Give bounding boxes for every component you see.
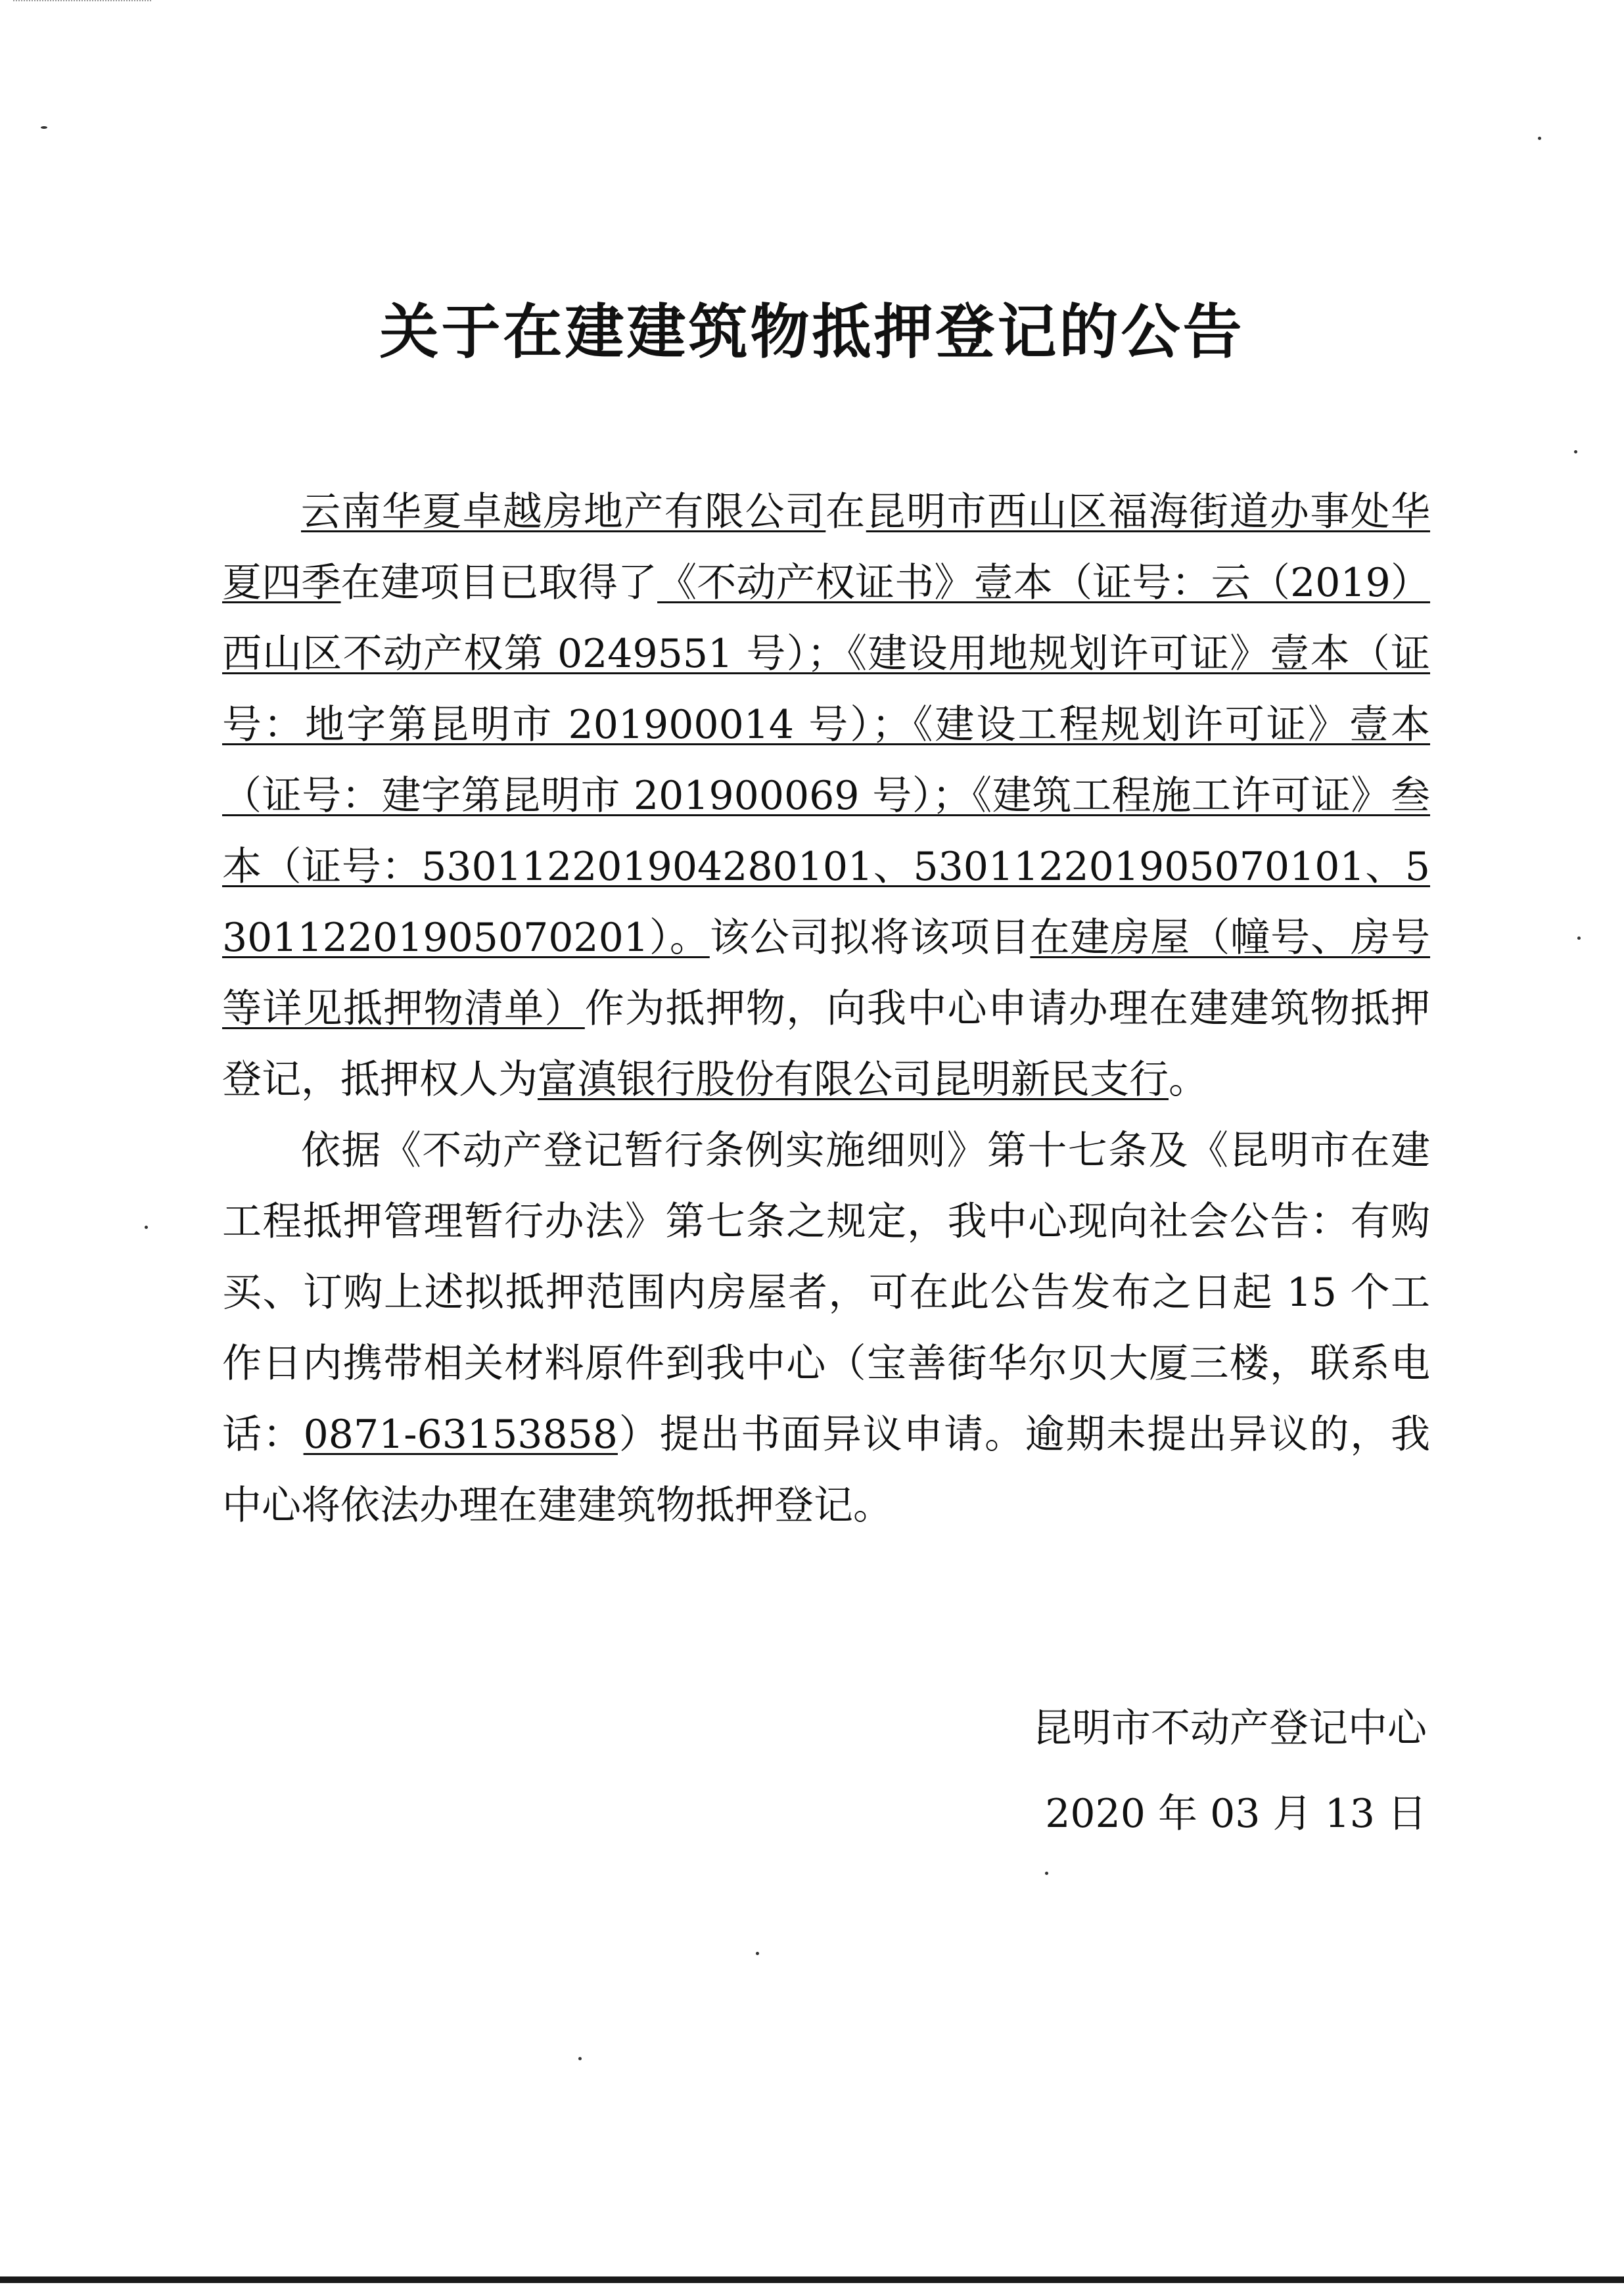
paragraph-1-text-d: 作为抵押物，向我中心申请办理在建建筑物抵押登记，抵押权人为 xyxy=(222,986,1431,1103)
paragraph-1-text-b: 在建项目已取得了 xyxy=(340,560,658,606)
project-location: 昆明市西山区福海街道办事处华夏四季 xyxy=(222,489,1431,606)
scan-speck xyxy=(1574,450,1577,453)
scan-speck xyxy=(1045,1872,1048,1875)
notice-body xyxy=(222,476,1430,1541)
scan-speck xyxy=(1538,137,1541,140)
collateral-description: 在建房屋（幢号、房号等详见抵押物清单） xyxy=(222,915,1431,1032)
paragraph-1-text-e: 。 xyxy=(1169,1057,1208,1103)
scan-speck xyxy=(145,1226,148,1229)
scan-speck xyxy=(1577,936,1581,940)
paragraph-1 xyxy=(222,476,1430,1115)
notice-title: 关于在建建筑物抵押登记的公告 xyxy=(379,297,1245,367)
applicant-company: 云南华夏卓越房地产有限公司 xyxy=(301,489,826,535)
scan-speck xyxy=(578,2057,582,2060)
signature-block xyxy=(1032,1686,1427,1857)
mortgagee-bank: 富滇银行股份有限公司昆明新民支行 xyxy=(538,1057,1169,1103)
paragraph-2-text-a: 依据《不动产登记暂行条例实施细则》第十七条及《昆明市在建工程抵押管理暂行办法》第七条之规定，我中心现向社会公告：有购买、订购上述拟抵押范围内房屋者，可在此公告发布之日起 15 个工作日内携带相关材料原件到我中心（宝善街华尔贝大厦三楼，联系电话： xyxy=(222,1128,1430,1458)
paragraph-2-text-b: ）提出书面异议申请。逾期未提出异议的，我中心将依法办理在建建筑物抵押登记。 xyxy=(222,1412,1431,1529)
issuer-name: 昆明市不动产登记中心 xyxy=(1032,1705,1427,1751)
issue-date: 2020 年 03 月 13 日 xyxy=(1045,1791,1427,1837)
paragraph-2 xyxy=(222,1115,1430,1541)
scan-edge xyxy=(0,2276,1624,2283)
scan-speck xyxy=(41,126,47,129)
contact-phone: 0871-63153858 xyxy=(303,1412,618,1458)
scan-artifact xyxy=(13,0,151,26)
paragraph-1-text-a: 在 xyxy=(825,489,866,535)
paragraph-1-text-c: 该公司拟将该项目 xyxy=(709,915,1031,961)
scan-speck xyxy=(756,1952,759,1955)
certificate-list: 《不动产权证书》壹本（证号：云（2019）西山区不动产权第 0249551 号）；《建设用地规划许可证》壹本（证号：地字第昆明市 201900014 号）；《建设工程规划许可证》壹本（证号：建字第昆明市 201900069 号）；《建筑工程施工许可证》叁本（证号：530112201904280101、530112201905070101、530112201905070201）。 xyxy=(222,560,1431,961)
